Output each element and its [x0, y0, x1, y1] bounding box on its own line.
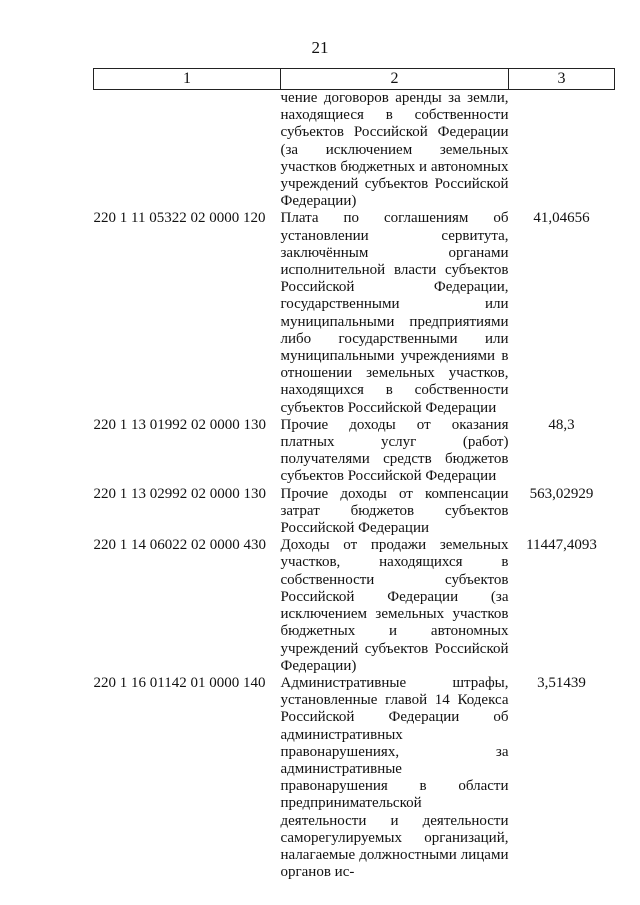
revenue-description: Прочие доходы от оказания платных услуг (работ) получателями средств бюджетов субъектов Российской Федерации: [280, 416, 509, 485]
revenue-code: [94, 90, 281, 211]
table-row: [94, 90, 615, 211]
revenue-amount: 41,04656: [533, 210, 590, 227]
table-row: [94, 210, 615, 416]
revenue-code: 220 1 11 05322 02 0000 120: [93, 210, 266, 227]
revenue-description: Доходы от продажи земельных участков, находящихся в собственности субъектов Российской Федерации (за исключением земельных участков бюджетных и автономных учреждений субъектов Российской Федерации): [280, 537, 509, 674]
revenue-table: [93, 68, 615, 881]
revenue-description: Административные штрафы, установленные главой 14 Кодекса Российской Федерации об административных правонарушениях, за административные правонарушения в области предпринимательской деятельности и деятельности саморегулируемых организаций, налагаемые должностными лицами органов ис-: [280, 674, 509, 881]
revenue-amount: 563,02929: [529, 485, 594, 502]
revenue-code: 220 1 13 02992 02 0000 130: [93, 485, 266, 502]
revenue-amount: 11447,4093: [526, 537, 597, 554]
revenue-code: 220 1 16 01142 01 0000 140: [93, 674, 266, 691]
revenue-amount: [509, 90, 615, 211]
table-row: [94, 537, 615, 675]
column-header-code: 1: [94, 69, 281, 90]
revenue-description: Прочие доходы от компенсации затрат бюджетов субъектов Российской Федерации: [280, 485, 509, 537]
revenue-description: чение договоров аренды за земли, находящиеся в собственности субъектов Российской Федерации (за исключением земельных участков бюджетных и автономных учреждений субъектов Российской Федерации): [280, 90, 509, 210]
revenue-amount: 48,3: [548, 416, 575, 433]
column-header-description: 2: [281, 69, 509, 90]
table-row: [94, 486, 615, 538]
table-row: [94, 417, 615, 486]
column-header-value: 3: [509, 69, 615, 90]
revenue-description: Плата по соглашениям об установлении сервитута, заключённым органами исполнительной власти субъектов Российской Федерации, государственными или муниципальными предприятиями либо государственными или муниципальными учреждениями в отношении земельных участков, находящихся в собственности субъектов Российской Федерации: [280, 210, 509, 416]
revenue-code: 220 1 13 01992 02 0000 130: [93, 416, 266, 433]
table-header-row: [94, 69, 615, 90]
revenue-amount: 3,51439: [537, 674, 586, 691]
revenue-code: 220 1 14 06022 02 0000 430: [93, 537, 266, 554]
page-number: 21: [311, 38, 329, 57]
table-row: [94, 675, 615, 881]
